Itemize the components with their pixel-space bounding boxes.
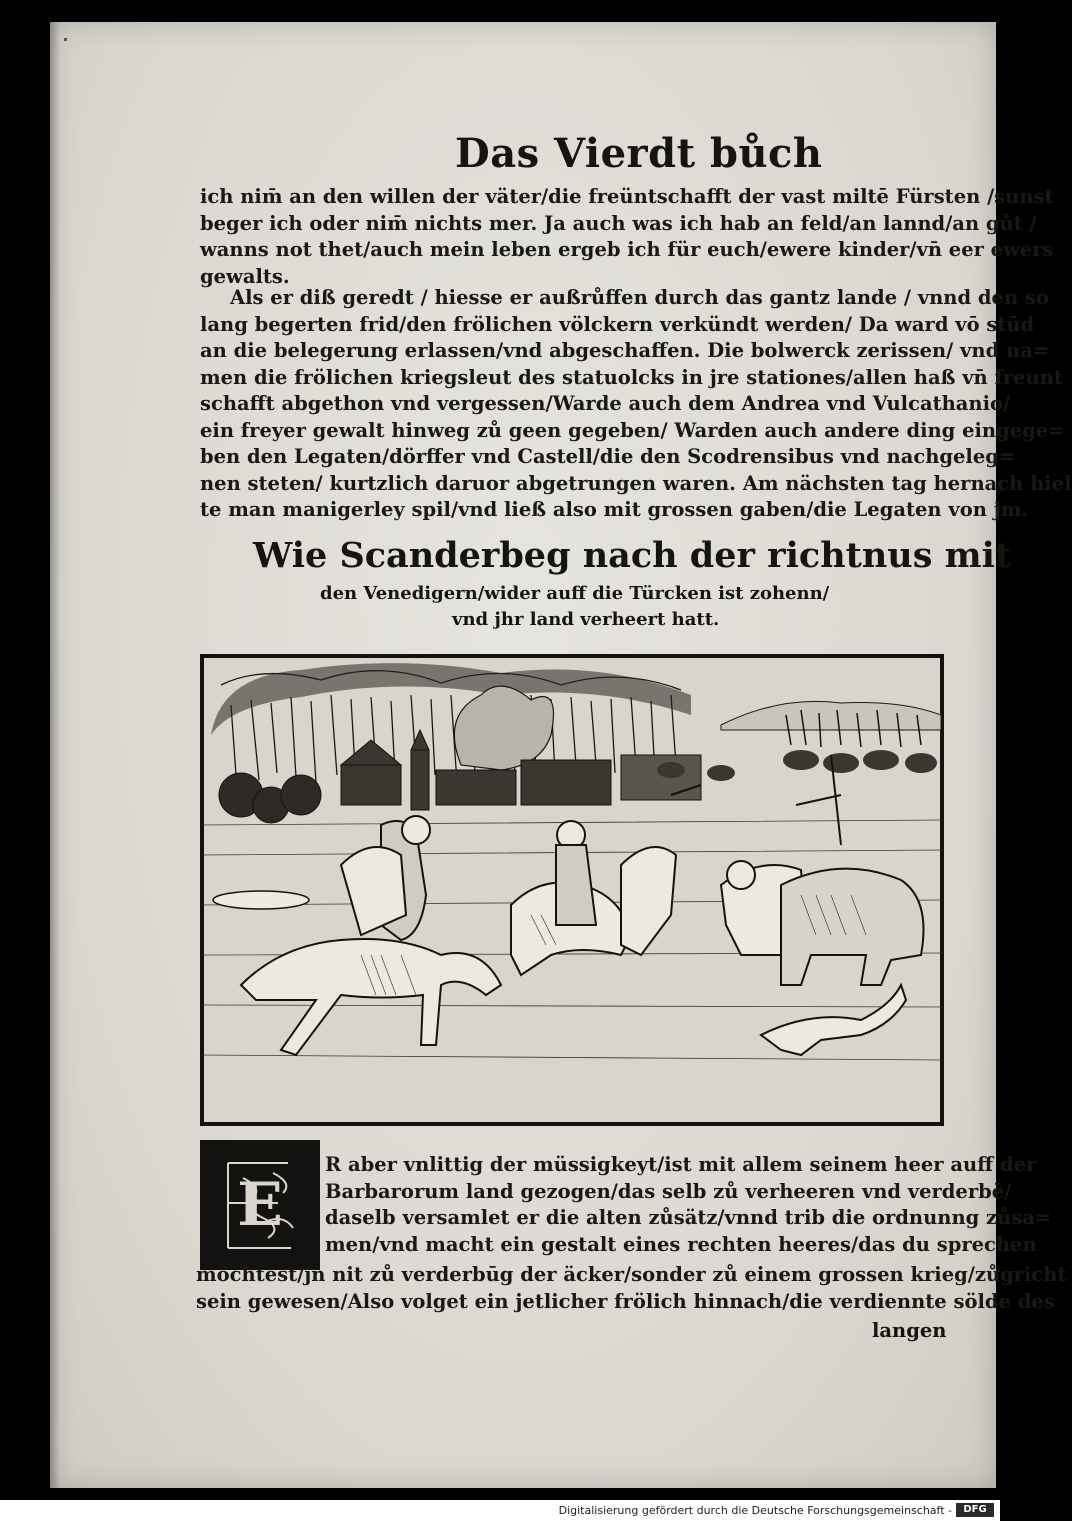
text-line: gewalts.: [200, 264, 290, 288]
catchword: langen: [872, 1319, 947, 1342]
section-subheading: vnd jhr land verheert hatt.: [452, 609, 720, 630]
text-line: te man manigerley spil/vnd ließ also mit grossen gaben/die Legaten von jm.: [200, 498, 1029, 521]
paragraph-1: [200, 184, 1054, 290]
text-line: an die belegerung erlassen/vnd abgeschaffen. Die bolwerck zerissen/ vnd na=: [200, 339, 1050, 362]
text-line: sein gewesen/Also volget ein jetlicher frölich hinnach/die verdiennte sölde des: [196, 1289, 1055, 1313]
paragraph-2: [200, 285, 1072, 524]
text-line: men die frölichen kriegsleut des statuolcks in jre stationes/allen haß vn̄ freunt: [200, 365, 1063, 389]
text-line: nen steten/ kurtzlich daruor abgetrungen waren. Am nächsten tag hernach hiel: [200, 471, 1072, 495]
text-line: R aber vnlittig der müssigkeyt/ist mit allem seinem heer auff der: [325, 1153, 1037, 1176]
text-line: lang begerten frid/den frölichen völckern verkündt werden/ Da ward vō stūd: [200, 312, 1035, 336]
page-fold-shadow: [50, 22, 60, 1488]
text-line: Barbarorum land gezogen/das selb zů verheeren vnd verderbē/: [325, 1179, 1012, 1203]
section-heading: Wie Scanderbeg nach der richtnus mit: [253, 535, 1012, 576]
text-line: beger ich oder nim̄ nichts mer. Ja auch was ich hab an feld/an lannd/an gůt /: [200, 211, 1037, 235]
page-mark: [64, 38, 67, 41]
text-line: daselb versamlet er die alten zůsätz/vnnd trib die ordnunng zůsa=: [325, 1206, 1052, 1229]
footer-credit: Digitalisierung gefördert durch die Deutsche Forschungsgemeinschaft -: [558, 1504, 952, 1517]
decorated-initial: [200, 1140, 320, 1270]
section-subheading: den Venedigern/wider auff die Türcken ist zohenn/: [320, 583, 830, 604]
dfg-logo[interactable]: DFG: [956, 1503, 994, 1517]
text-line: ich nim̄ an den willen der väter/die freüntschafft der vast miltē Fürsten /sunst: [200, 185, 1054, 208]
text-line: ein freyer gewalt hinweg zů geen gegeben/ Warden auch andere ding eingege=: [200, 418, 1065, 442]
text-line: men/vnd macht ein gestalt eines rechten heeres/das du sprechen: [325, 1232, 1037, 1256]
paragraph-3: [325, 1152, 1052, 1258]
paragraph-4: [196, 1262, 1067, 1315]
text-line: Als er diß geredt / hiesse er außrůffen durch das gantz lande / vnnd den so: [230, 286, 1049, 309]
text-line: möchtest/jn nit zů verderbūg der äcker/sonder zů einem grossen krieg/zůgricht: [196, 1263, 1067, 1286]
woodcut-illustration: [201, 655, 943, 1125]
page-heading: Das Vierdt bůch: [455, 130, 823, 177]
text-line: wanns not thet/auch mein leben ergeb ich für euch/ewere kinder/vn̄ eer ewers: [200, 238, 1054, 261]
footer-bar: [0, 1500, 1000, 1521]
text-line: ben den Legaten/dörffer vnd Castell/die den Scodrensibus vnd nachgeleg=: [200, 445, 1016, 468]
text-line: schafft abgethon vnd vergessen/Warde auch dem Andrea vnd Vulcathanio/: [200, 392, 1011, 415]
initial-ornament-icon: [203, 1143, 317, 1267]
initial-letter: E: [237, 1170, 283, 1240]
